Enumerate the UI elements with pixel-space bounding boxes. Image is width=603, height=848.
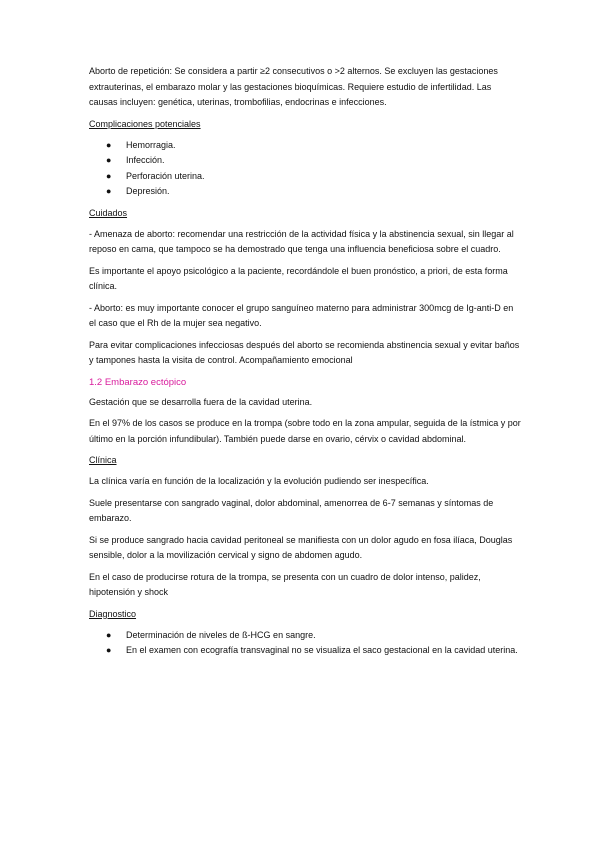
bullet-icon: ● [106, 186, 112, 196]
section-title-embarazo-ectopico: 1.2 Embarazo ectópico [89, 376, 187, 388]
list-item: ● Perforación uterina. [89, 169, 521, 185]
clinica-paragraph: Si se produce sangrado hacia cavidad peritoneal se manifiesta con un dolor agudo en fosa ilíaca, Douglas sensible, dolor a la movilización cervical y signo de abdomen agudo. [89, 534, 513, 560]
complicaciones-list [89, 138, 521, 200]
bullet-icon: ● [106, 645, 112, 655]
clinica-paragraph: Suele presentarse con sangrado vaginal, dolor abdominal, amenorrea de 6-7 semanas y síntomas de embarazo. [89, 497, 494, 523]
diagnostico-list [89, 628, 521, 659]
clinica-paragraph: En el caso de producirse rotura de la trompa, se presenta con un cuadro de dolor intenso, palidez, hipotensión y shock [89, 571, 481, 597]
list-item: ● Infección. [89, 153, 521, 169]
bullet-icon: ● [106, 139, 112, 150]
cuidados-paragraph: Es importante el apoyo psicológico a la paciente, recordándole el buen pronóstico, a priori, de esta forma clínica. [89, 265, 508, 291]
bullet-icon: ● [106, 170, 112, 181]
complicaciones-heading: Complicaciones potenciales [89, 118, 201, 129]
cuidados-heading: Cuidados [89, 207, 128, 218]
clinica-heading: Clínica [89, 455, 117, 465]
intro-paragraph: Aborto de repetición: Se considera a partir ≥2 consecutivos o >2 alternos. Se excluyen las gestaciones extrauterinas, el embarazo molar y las gestaciones bioquímicas. Requiere estudio de infertilidad. Las causas incluyen: genética, uterinas, trombofilias, endocrinas e infecciones. [89, 66, 498, 107]
cuidados-paragraph: - Amenaza de aborto: recomendar una restricción de la actividad física y la abstinencia sexual, sin llegar al reposo en cama, que tampoco se ha demostrado que tenga una influencia beneficiosa sobre el cuadro. [89, 228, 514, 254]
embarazo-paragraph: Gestación que se desarrolla fuera de la cavidad uterina. [89, 396, 313, 407]
embarazo-paragraph: En el 97% de los casos se produce en la trompa (sobre todo en la zona ampular, seguida de la ístmica y por último en la porción infundibular). También puede darse en ovario, cérvix o cavidad abdominal. [89, 418, 521, 444]
list-item: ● Hemorragia. [89, 138, 521, 154]
bullet-icon: ● [106, 629, 112, 640]
cuidados-paragraph: Para evitar complicaciones infecciosas después del aborto se recomienda abstinencia sexual y evitar baños y tampones hasta la visita de control. Acompañamiento emocional [89, 339, 520, 365]
list-item: ● Depresión. [89, 184, 521, 200]
document-page [89, 64, 521, 665]
list-item: ● En el examen con ecografía transvaginal no se visualiza el saco gestacional en la cavidad uterina. [89, 643, 521, 659]
list-item: ● Determinación de niveles de ß-HCG en sangre. [89, 628, 521, 644]
diagnostico-heading: Diagnostico [89, 608, 137, 619]
bullet-icon: ● [106, 155, 112, 165]
cuidados-paragraph: - Aborto: es muy importante conocer el grupo sanguíneo materno para administrar 300mcg de Ig-anti-D en el caso que el Rh de la mujer sea negativo. [89, 302, 514, 328]
clinica-paragraph: La clínica varía en función de la localización y la evolución pudiendo ser inespecífica. [89, 476, 429, 486]
